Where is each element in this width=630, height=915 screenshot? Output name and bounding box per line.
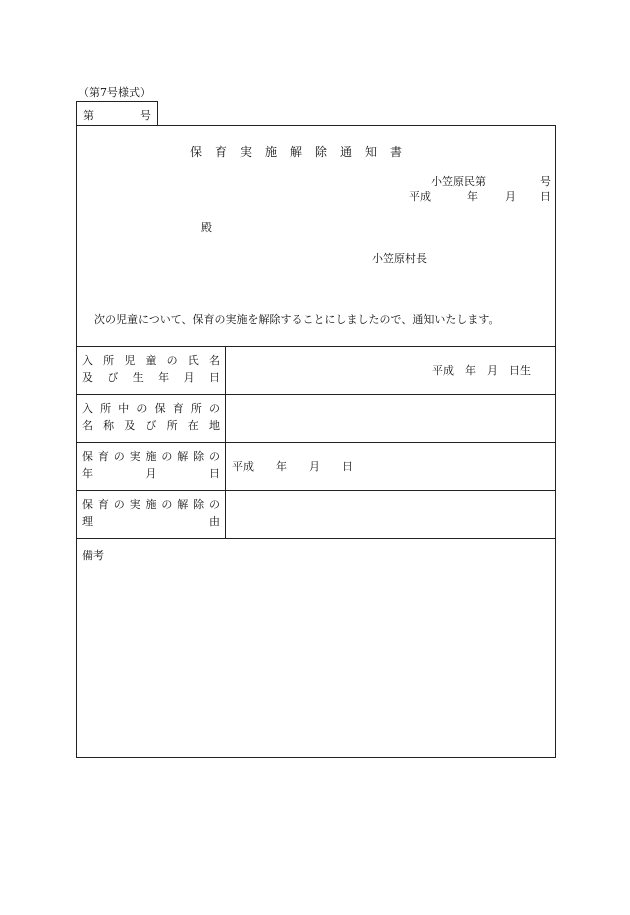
row-label-cancellation-date	[82, 448, 220, 482]
label-line: 理 由	[82, 515, 220, 528]
label-line: 入 所 中 の 保 育 所 の	[82, 402, 220, 415]
doc-ref-prefix: 小笠原民第	[431, 175, 486, 188]
column-divider	[225, 346, 226, 538]
doc-ref-suffix: 号	[540, 175, 551, 188]
label-line: 入 所 児 童 の 氏 名	[82, 354, 220, 367]
form-frame	[76, 125, 556, 758]
divider	[77, 490, 555, 491]
doc-date-era: 平成	[409, 190, 431, 203]
label-line: 及 び 生 年 月 日	[82, 371, 220, 384]
number-box-prefix: 第	[83, 109, 94, 122]
row-label-cancellation-reason	[82, 496, 220, 530]
row-label-nursery-name-location	[82, 400, 220, 434]
doc-date-month: 月	[505, 190, 516, 203]
birth-date-value: 平成 年 月 日生	[432, 364, 531, 377]
row-label-child-name-birth	[82, 352, 220, 386]
number-box-suffix: 号	[140, 109, 151, 122]
label-line: 名 称 及 び 所 在 地	[82, 419, 220, 432]
remarks-label: 備考	[82, 549, 104, 562]
divider	[77, 538, 555, 539]
cancellation-date-value: 平成 年 月 日	[232, 460, 353, 473]
label-line: 保 育 の 実 施 の 解 除 の	[82, 498, 220, 511]
doc-date-day: 日	[540, 190, 551, 203]
doc-date-year: 年	[467, 190, 478, 203]
divider	[77, 394, 555, 395]
document-title: 保育実施解除通知書	[190, 145, 416, 159]
divider	[77, 442, 555, 443]
label-line: 保 育 の 実 施 の 解 除 の	[82, 450, 220, 463]
body-text: 次の児童について、保育の実施を解除することにしましたので、通知いたします。	[94, 313, 500, 326]
label-line: 年 月 日	[82, 467, 220, 480]
divider	[77, 346, 555, 347]
form-number: （第7号様式）	[78, 86, 151, 99]
document-number-box	[76, 101, 158, 125]
issuer-name: 小笠原村長	[372, 252, 427, 265]
addressee-suffix: 殿	[201, 221, 212, 234]
